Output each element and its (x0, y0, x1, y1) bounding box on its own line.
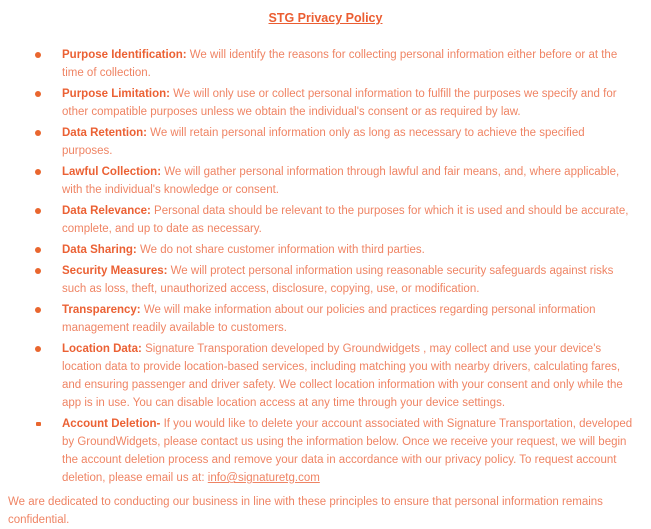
item-text: Personal data should be relevant to the purposes for which it is used and should be accurate, complete, and up to date as necessary. (62, 205, 629, 235)
list-item-lawful-collection (0, 163, 637, 199)
list-item-purpose-limitation (0, 85, 637, 121)
item-text: We will gather personal information through lawful and fair means, and, where applicable, with the individual's knowledge or consent. (62, 166, 620, 196)
email-link[interactable]: info@signaturetg.com (207, 472, 320, 484)
item-text: We will make information about our policies and practices regarding personal information management readily available to customers. (62, 304, 596, 334)
list-item-location-data (0, 340, 637, 412)
item-label: Purpose Limitation: (62, 88, 170, 100)
list-item-security-measures (0, 262, 637, 298)
item-text: If you would like to delete your account associated with Signature Transportation, developed by GroundWidgets, please contact us using the information below. Once we receive your request, we will begin the account deletion process and remove your data in accordance with our privacy policy. To request account deletion, please email us at: (62, 418, 633, 484)
item-text: We will only use or collect personal information to fulfill the purposes we specify and for other compatible purposes unless we obtain the individual's consent or as required by law. (62, 88, 617, 118)
list-item-transparency (0, 301, 637, 337)
item-text: We do not share customer information with third parties. (136, 244, 425, 256)
page-title: STG Privacy Policy (268, 11, 383, 25)
policy-list (0, 46, 651, 487)
list-item-data-retention (0, 124, 637, 160)
item-label: Transparency: (62, 304, 141, 316)
list-item-account-deletion (0, 415, 637, 487)
item-label: Purpose Identification: (62, 49, 187, 61)
item-label: Location Data: (62, 343, 142, 355)
item-label: Data Sharing: (62, 244, 137, 256)
item-text: We will identify the reasons for collecting personal information either before or at the time of collection. (62, 49, 618, 79)
item-label: Data Relevance: (62, 205, 151, 217)
list-item-purpose-identification (0, 46, 637, 82)
item-text: Signature Transporation developed by Groundwidgets , may collect and use your device's location data to provide location-based services, including matching you with nearby drivers, calculating fares, and ensuring passenger and driver safety. We collect location information with your consent and only while the app is in use. You can disable location access at any time through your device settings. (62, 343, 623, 409)
list-item-data-relevance (0, 202, 637, 238)
item-label: Security Measures: (62, 265, 168, 277)
item-label: Lawful Collection: (62, 166, 162, 178)
footer-note: We are dedicated to conducting our business in line with these principles to ensure that personal information remains confidential. (8, 496, 603, 526)
item-text: We will retain personal information only as long as necessary to achieve the specified purposes. (62, 127, 585, 157)
list-item-data-sharing (0, 241, 637, 259)
item-text: We will protect personal information using reasonable security safeguards against risks such as loss, theft, unauthorized access, disclosure, copying, use, or modification. (62, 265, 614, 295)
item-label: Account Deletion- (62, 418, 161, 430)
item-label: Data Retention: (62, 127, 147, 139)
